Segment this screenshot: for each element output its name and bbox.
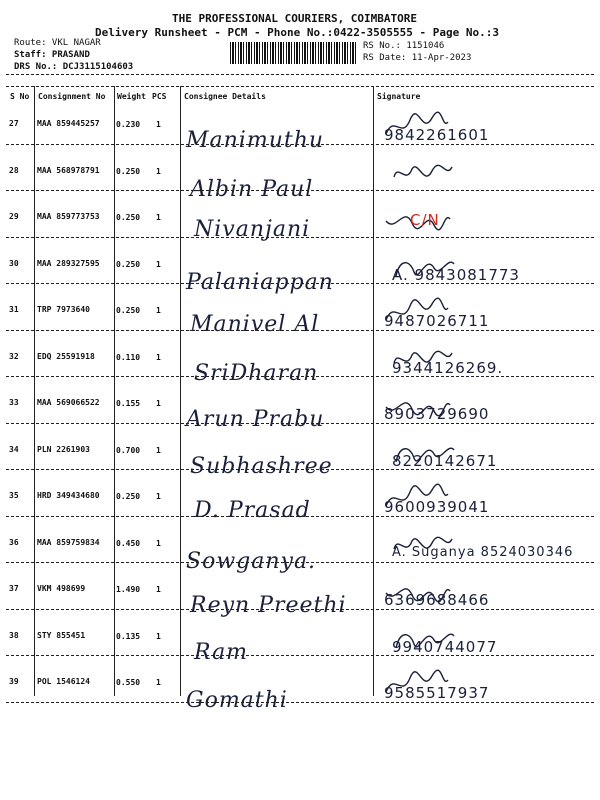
row-sno: 28 bbox=[9, 165, 19, 175]
row-sno: 31 bbox=[9, 305, 19, 314]
row-signature-note: A. 9843081773 bbox=[392, 265, 520, 284]
col-header-consignee: Consignee Details bbox=[184, 92, 266, 101]
route-label: Route: VKL NAGAR bbox=[14, 38, 101, 48]
row-weight: 0.250 bbox=[116, 492, 141, 501]
row-consignment-no: EDQ 25591918 bbox=[37, 351, 95, 361]
row-consignment-no: TRP 7973640 bbox=[37, 305, 90, 314]
row-consignee-name: Ram bbox=[194, 639, 249, 665]
row-consignee-name: Manivel Al bbox=[190, 312, 320, 337]
row-divider bbox=[6, 516, 594, 517]
row-divider bbox=[6, 423, 594, 424]
row-pcs: 1 bbox=[156, 399, 161, 408]
row-consignee-name: Palaniappan bbox=[186, 269, 334, 295]
barcode-graphic bbox=[230, 42, 358, 64]
rs-number: RS No.: 1151046 bbox=[363, 41, 445, 51]
column-rule bbox=[180, 86, 181, 696]
row-consignment-no: VKM 498699 bbox=[37, 584, 86, 593]
row-consignment-no: MAA 568978791 bbox=[37, 165, 100, 175]
staff-label: Staff: PRASAND bbox=[14, 50, 90, 60]
row-pcs: 1 bbox=[156, 352, 161, 362]
col-header-signature: Signature bbox=[377, 92, 421, 101]
row-sno: 37 bbox=[9, 584, 19, 593]
row-consignee-name: Gomathi bbox=[186, 688, 288, 713]
row-signature-note: 9842261601 bbox=[384, 126, 490, 144]
row-divider bbox=[6, 144, 594, 145]
row-weight: 0.250 bbox=[116, 166, 141, 176]
company-title: THE PROFESSIONAL COURIERS, COIMBATORE bbox=[172, 12, 418, 25]
col-header-consignment: Consignment No bbox=[38, 92, 106, 101]
row-sno: 36 bbox=[9, 537, 19, 547]
row-consignment-no: POL 1546124 bbox=[37, 677, 90, 686]
row-pcs: 1 bbox=[156, 492, 161, 501]
row-consignment-no: MAA 569066522 bbox=[37, 398, 100, 407]
row-signature-note: 6369688466 bbox=[384, 591, 490, 609]
row-weight: 0.250 bbox=[116, 259, 141, 269]
row-divider bbox=[6, 562, 594, 563]
row-pcs: 1 bbox=[156, 306, 161, 315]
rs-date: RS Date: 11-Apr-2023 bbox=[363, 53, 472, 63]
row-signature-note: 9487026711 bbox=[384, 312, 490, 330]
row-weight: 1.490 bbox=[116, 585, 141, 594]
row-consignee-name: Manimuthu bbox=[186, 128, 325, 153]
row-consignment-no: PLN 2261903 bbox=[37, 444, 90, 454]
row-consignee-name: Nivanjani bbox=[194, 217, 311, 242]
drs-number: DRS No.: DCJ3115104603 bbox=[14, 62, 134, 72]
row-sno: 38 bbox=[9, 630, 19, 640]
row-divider bbox=[6, 330, 594, 331]
row-sno: 29 bbox=[9, 212, 19, 221]
row-weight: 0.155 bbox=[116, 399, 141, 408]
row-divider bbox=[6, 655, 594, 656]
table-top-border bbox=[6, 86, 594, 87]
row-signature-note: C/N bbox=[410, 211, 440, 229]
row-consignee-name: SriDharan bbox=[194, 360, 319, 386]
row-divider bbox=[6, 609, 594, 610]
row-signature-note: 8220142671 bbox=[392, 451, 498, 470]
row-divider bbox=[6, 469, 594, 470]
row-sno: 35 bbox=[9, 491, 19, 500]
row-pcs: 1 bbox=[156, 259, 161, 269]
row-consignment-no: MAA 859759834 bbox=[37, 537, 100, 547]
row-divider bbox=[6, 190, 594, 191]
row-pcs: 1 bbox=[156, 166, 161, 176]
row-divider bbox=[6, 237, 594, 238]
col-header-pcs: PCS bbox=[152, 92, 167, 101]
row-consignee-name: Albin Paul bbox=[190, 176, 314, 202]
row-sno: 34 bbox=[9, 444, 19, 454]
row-signature-note: 9344126269. bbox=[392, 358, 504, 377]
row-pcs: 1 bbox=[156, 445, 161, 455]
signature-scribble bbox=[388, 157, 458, 191]
row-signature-note: A. Suganya 8524030346 bbox=[392, 544, 574, 560]
row-signature-note: 8903729690 bbox=[384, 405, 490, 423]
row-consignment-no: HRD 349434680 bbox=[37, 491, 100, 500]
row-pcs: 1 bbox=[156, 120, 161, 129]
row-signature-note: 9585517937 bbox=[384, 684, 490, 702]
row-pcs: 1 bbox=[156, 585, 161, 594]
row-pcs: 1 bbox=[156, 538, 161, 548]
row-weight: 0.700 bbox=[116, 445, 141, 455]
row-weight: 0.250 bbox=[116, 213, 141, 222]
row-consignee-name: Reyn Preethi bbox=[190, 593, 347, 618]
column-rule bbox=[34, 86, 35, 696]
col-header-weight: Weight bbox=[117, 92, 146, 101]
row-signature-note: 9940744077 bbox=[392, 637, 498, 656]
row-divider bbox=[6, 376, 594, 377]
row-sno: 30 bbox=[9, 258, 19, 268]
row-pcs: 1 bbox=[156, 213, 161, 222]
row-consignee-name: Sowganya. bbox=[186, 548, 317, 574]
column-rule bbox=[373, 86, 374, 696]
row-consignment-no: MAA 289327595 bbox=[37, 258, 100, 268]
row-weight: 0.110 bbox=[116, 352, 141, 362]
row-pcs: 1 bbox=[156, 678, 161, 687]
row-consignment-no: STY 855451 bbox=[37, 630, 86, 640]
row-weight: 0.135 bbox=[116, 631, 141, 641]
column-rule bbox=[114, 86, 115, 696]
row-pcs: 1 bbox=[156, 631, 161, 641]
row-weight: 0.230 bbox=[116, 120, 141, 129]
row-weight: 0.550 bbox=[116, 678, 141, 687]
row-consignment-no: MAA 859773753 bbox=[37, 212, 100, 221]
row-consignment-no: MAA 859445257 bbox=[37, 119, 100, 128]
row-weight: 0.450 bbox=[116, 538, 141, 548]
row-consignee-name: Subhashree bbox=[190, 453, 333, 479]
runsheet-subtitle: Delivery Runsheet - PCM - Phone No.:0422-3505555 - Page No.:3 bbox=[95, 26, 499, 39]
col-header-sno: S No bbox=[10, 92, 30, 101]
row-consignee-name: Arun Prabu bbox=[186, 407, 325, 432]
row-weight: 0.250 bbox=[116, 306, 141, 315]
header-divider bbox=[6, 74, 594, 75]
row-signature-note: 9600939041 bbox=[384, 498, 490, 516]
row-sno: 27 bbox=[9, 119, 19, 128]
row-consignee-name: D. Prasad bbox=[194, 498, 311, 523]
row-sno: 33 bbox=[9, 398, 19, 407]
row-sno: 39 bbox=[9, 677, 19, 686]
row-sno: 32 bbox=[9, 351, 19, 361]
row-divider bbox=[6, 283, 594, 284]
row-divider bbox=[6, 702, 594, 703]
